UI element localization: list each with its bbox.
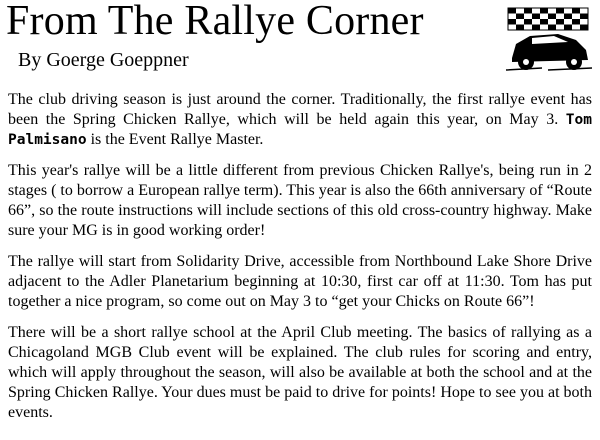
rally-car-icon bbox=[502, 4, 594, 74]
page-header bbox=[6, 0, 594, 82]
paragraph-rallye-school: There will be a short rallye school at the April Club meeting. The basics of rallying as a Chicagoland MGB Club event will be explained. The club rules for scoring and entry, which will apply throughout the season, will also be available at both the school and at the Spring Chicken Rallye. Your dues must be paid to drive for points! Hope to see you at both events. bbox=[8, 324, 592, 421]
paragraph-start-location: The rallye will start from Solidarity Drive, accessible from Northbound Lake Shore Drive adjacent to the Adler Planetarium beginning at 10:30, first car off at 11:30. Tom has put together a nice program, so come out on May 3 to “get your Chicks on Route 66”! bbox=[8, 253, 592, 310]
author-byline: By Goerge Goeppner bbox=[18, 49, 189, 71]
paragraph-stages: This year's rallye will be a little different from previous Chicken Rallye's, being run in 2 stages ( to borrow a European rallye term). This year is also the 66th anniversary of “Route 66”, so the route instructions will include sections of this old cross-country highway. Make sure your MG is in good working order! bbox=[8, 162, 592, 239]
paragraph-intro-text: The club driving season is just around the corner. Traditionally, the first rallye event has been the Spring Chicken Rallye, which will be held again this year, on May 3. bbox=[8, 91, 592, 128]
article-body bbox=[8, 90, 592, 434]
rallye-master-name: Tom Palmisano bbox=[8, 112, 592, 148]
page-title: From The Rallye Corner bbox=[6, 0, 424, 44]
paragraph-intro bbox=[8, 90, 592, 150]
paragraph-intro-tail: is the Event Rallye Master. bbox=[86, 131, 264, 148]
